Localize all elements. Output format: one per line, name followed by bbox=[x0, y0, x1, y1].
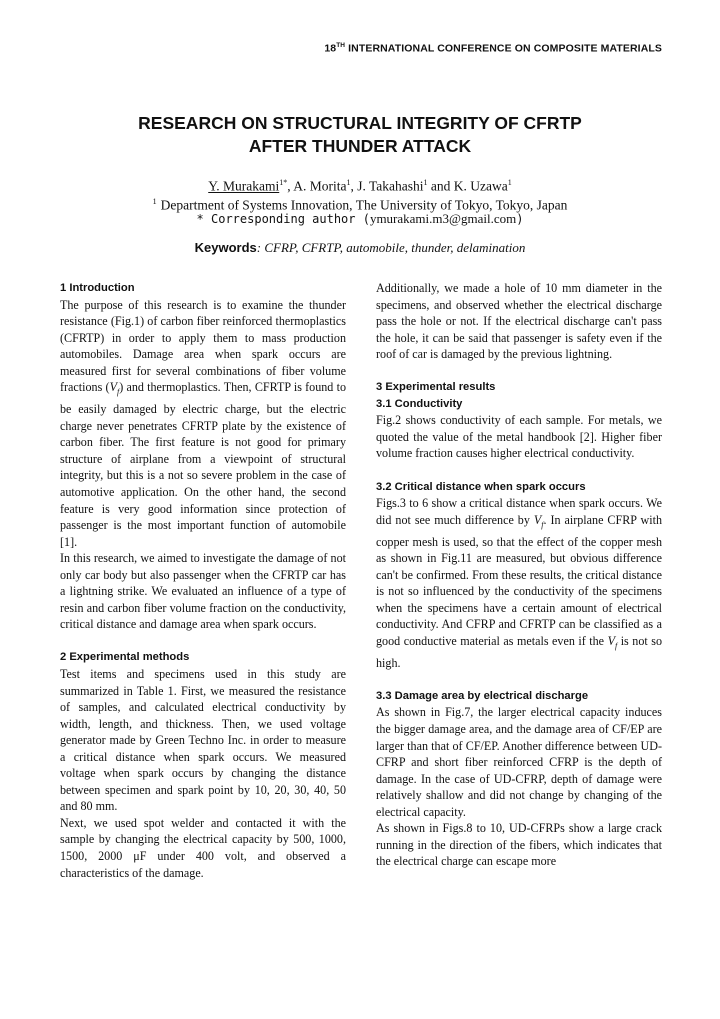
paragraph: Fig.2 shows conductivity of each sample. For metals, we quoted the value of the metal handbook [2]. Higher fiber volume fraction causes higher electrical conductivity. bbox=[376, 413, 662, 461]
vf-symbol: $V_f$ bbox=[533, 512, 544, 530]
paragraph: In this research, we aimed to investigate the damage of not only car body but also passenger when the CFRTP car has a lightning strike. We evaluated an influence of a type of resin and carbon fiber volume fraction on the conductivity, critical distance and damage area when spark occurs. bbox=[60, 551, 346, 632]
paragraph: As shown in Fig.7, the larger electrical capacity induces the bigger damage area, and the damage area of CF/EP are larger than that of CF/EP. Another difference between UD-CFRP and short fiber reinforced CFRP is the depth of damage. In the case of UD-CFRP, depth of damage were relatively shallow and did not change by changing of the electrical capacity. bbox=[376, 705, 662, 819]
author-3: , J. Takahashi bbox=[350, 178, 424, 194]
vf-symbol: $V_f$ bbox=[109, 380, 120, 397]
author-1: Y. Murakami bbox=[208, 178, 280, 194]
paragraph: Figs.3 to 6 show a critical distance when spark occurs. We did not see much difference by $V_f$. In airplane CFRP with copper mesh is used, so that the effect of the copper mesh as shown in Fig.11 are measured, but obvious difference can't be confirmed. From these results, the critical distance is not so influenced by the conductivity of the specimens when the specimens have a certain amount of electrical conductivity. And CFRP and CFRTP can be classified as a good conductive material as metals even if the $V_f$ is not so high. bbox=[376, 496, 662, 670]
keywords: Keywords: CFRP, CFRTP, automobile, thunder, delamination bbox=[194, 240, 526, 255]
section-heading: 3 Experimental results bbox=[376, 381, 496, 394]
left-column bbox=[60, 280, 346, 881]
section-heading: 1 Introduction bbox=[60, 282, 135, 294]
subsection-heading: 3.2 Critical distance when spark occurs bbox=[376, 480, 586, 493]
right-column bbox=[376, 280, 662, 870]
paragraph: Test items and specimens used in this study are summarized in Table 1. First, we measured the resistance of samples, and calculated electrical conductivity by width, length, and thickness. Then, we used voltage generator made by Green Techno Inc. in order to measure a critical distance when spark occurs. We measured voltage when spark occurs by changing the distance between specimen and spark point by 10, 20, 30, 40, 50 and 80 mm. bbox=[60, 666, 346, 814]
vf-symbol: $V_f$ bbox=[607, 633, 618, 651]
title-line-1: RESEARCH ON STRUCTURAL INTEGRITY OF CFRTP bbox=[138, 113, 582, 133]
title-line-2: AFTER THUNDER ATTACK bbox=[248, 136, 472, 156]
paragraph: The purpose of this research is to examine the thunder resistance (Fig.1) of carbon fiber reinforced thermoplastics (CFRTP) in order to apply them to mass production automobiles. Damage area when spark occurs are measured first for several combinations of fiber volume fractions $(V_f)$ and thermoplastics. Then, CFRTP is found to be easily damaged by electric charge, but the electric charge never penetrates CFRTP plate by the existence of carbon fiber. The first feature is not good for primary structure of airplane from a viewpoint of structural integrity, but this is a not so severe problem in the case of automotive application. On the other hand, the second feature is very good information since protection of passenger is the most important function of automobile [1]. bbox=[60, 297, 346, 549]
paragraph: Additionally, we made a hole of 10 mm diameter in the specimens, and observed whether the electrical discharge pass the hole or not. If the electrical discharge can't pass the hole, it can be said that passenger is safety even if the roof of car is damaged by the previous lightning. bbox=[376, 281, 662, 362]
paragraph: Next, we used spot welder and contacted it with the sample by changing the electrical capacity by 500, 1000, 1500, 2000 μF under 400 volt, and observed a characteristics of the damage. bbox=[60, 815, 346, 880]
corresponding-author: * Corresponding author (ymurakami.m3@gmail.com) bbox=[196, 211, 524, 226]
affiliation: $^1$ Department of Systems Innovation, The University of Tokyo, Tokyo, Japan bbox=[152, 197, 568, 213]
author-email: ymurakami.m3@gmail.com bbox=[369, 211, 517, 226]
author-4: and K. Uzawa bbox=[427, 178, 508, 194]
subsection-heading: 3.1 Conductivity bbox=[376, 397, 463, 410]
paragraph: As shown in Figs.8 to 10, UD-CFRPs show a large crack running in the direction of the fibers, which indicates that the electrical charge can escape more bbox=[376, 821, 662, 869]
subsection-heading: 3.3 Damage area by electrical discharge bbox=[376, 689, 589, 702]
keyword-list: CFRP, CFRTP, automobile, thunder, delamination bbox=[264, 240, 526, 255]
author-list: Y. Murakami$^{1*}$, A. Morita$^1$, J. Takahashi$^1$ and K. Uzawa$^1$ bbox=[208, 178, 512, 194]
section-heading: 2 Experimental methods bbox=[60, 651, 190, 664]
author-2: , A. Morita bbox=[287, 178, 347, 194]
conference-header: 18TH INTERNATIONAL CONFERENCE ON COMPOSITE MATERIALS bbox=[324, 42, 662, 55]
paper-title bbox=[0, 112, 720, 158]
